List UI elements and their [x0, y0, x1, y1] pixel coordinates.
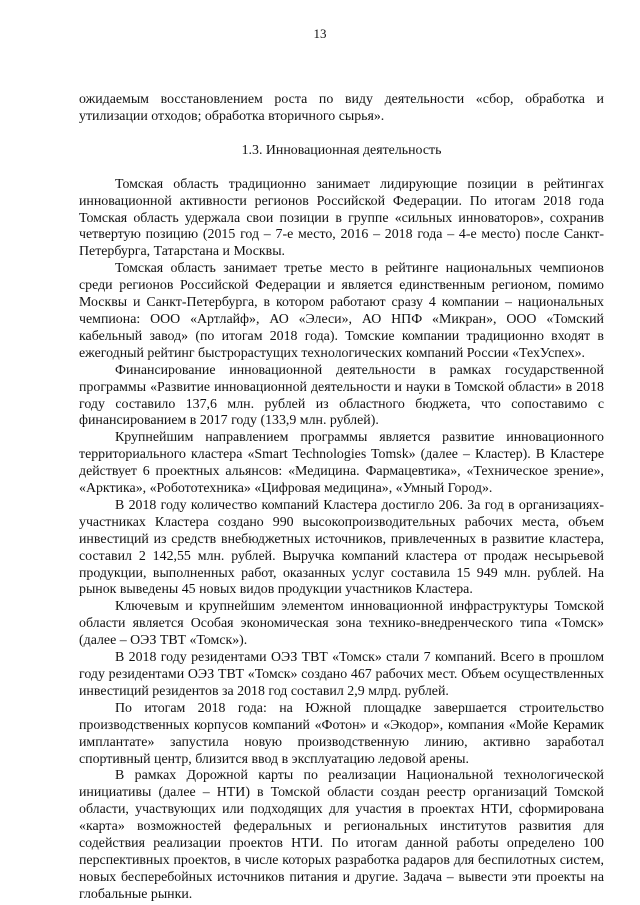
paragraph-financing: Финансирование инновационной деятельности в рамках государственной программы «Развитие инновационной деятельности и науки в Томской области» в 2018 году составило 137,6 млн. рублей из областного бюджета, что сопоставимо с финансированием в 2017 году (133,9 млн. рублей). — [79, 362, 604, 429]
continuation-paragraph: ожидаемым восстановлением роста по виду деятельности «сбор, обработка и утилизации отходов; обработка вторичного сырья». — [79, 92, 604, 124]
paragraph-nti: В рамках Дорожной карты по реализации Национальной технологической инициативы (далее – НТИ) в Томской области создан реестр организаций Томской области, участвующих или подходящих для участия в проектах НТИ, сформирована «карта» возможностей федеральных и региональных институтов развития для содействия реализации проектов НТИ. По итогам данной работы определено 100 перспективных проектов, в числе которых разработка радаров для беспилотных систем, новых бесперебойных источников питания и другие. Задача – вывести эти проекты на глобальные рынки. — [79, 768, 604, 902]
paragraph-south-site: По итогам 2018 года: на Южной площадке завершается строительство производственных корпусов компаний «Фотон» и «Экодор», компания «Мойе Керамик имплантате» запустила новую производственную линию, активно заработал спортивный центр, близится ввод в эксплуатацию ледовой арены. — [79, 700, 604, 767]
paragraph-cluster-results: В 2018 году количество компаний Кластера достигло 206. За год в организациях-участниках Кластера создано 990 высокопроизводительных рабочих места, объем инвестиций из средств внебюджетных источников, привлеченных в развитие кластера, составил 2 142,55 млн. рублей. Выручка компаний кластера от продаж несырьевой продукции, выполненных работ, оказанных услуг составила 15 949 млн. рублей. На рынок выведены 45 новых видов продукции участников Кластера. — [79, 497, 604, 598]
paragraph-national-champions: Томская область занимает третье место в рейтинге национальных чемпионов среди регионов Российской Федерации и является единственным регионом, помимо Москвы и Санкт-Петербурга, в котором работают сразу 4 компании – национальных чемпиона: ООО «Артлайф», АО «Элеси», АО НПФ «Микран», ООО «Томский кабельный завод» (по итогам 2018 года). Томские компании традиционно входят в ежегодный рейтинг быстрорастущих технологических компаний России «ТехУспех». — [79, 261, 604, 361]
paragraph-cluster: Крупнейшим направлением программы является развитие инновационного территориального кластера «Smart Technologies Tomsk» (далее – Кластер). В Кластере действует 6 проектных альянсов: «Медицина. Фармацевтика», «Техническое зрение», «Арктика», «Робототехника» «Цифровая медицина», «Умный Город». — [79, 430, 604, 497]
paragraph-sez-residents: В 2018 году резидентами ОЭЗ ТВТ «Томск» стали 7 компаний. Всего в прошлом году резидентами ОЭЗ ТВТ «Томск» создано 467 рабочих мест. Объем осуществленных инвестиций резидентов за 2018 год составил 2,9 млрд. рублей. — [79, 650, 604, 699]
section-heading: 1.3. Инновационная деятельность — [241, 142, 442, 158]
page-content — [79, 92, 604, 904]
paragraph-innovation-rating: Томская область традиционно занимает лидирующие позиции в рейтингах инновационной активности регионов Российской Федерации. По итогам 2018 года Томская область удержала свои позиции в группе «сильных инноваторов», сохранив четвертую позицию (2015 год – 7-е место, 2016 – 2018 года – 4-е место) после Санкт-Петербурга, Татарстана и Москвы. — [79, 176, 604, 260]
paragraph-sez: Ключевым и крупнейшим элементом инновационной инфраструктуры Томской области является Особая экономическая зона технико-внедренческого типа «Томск» (далее – ОЭЗ ТВТ «Томск»). — [79, 599, 604, 649]
page-number: 13 — [313, 26, 327, 41]
